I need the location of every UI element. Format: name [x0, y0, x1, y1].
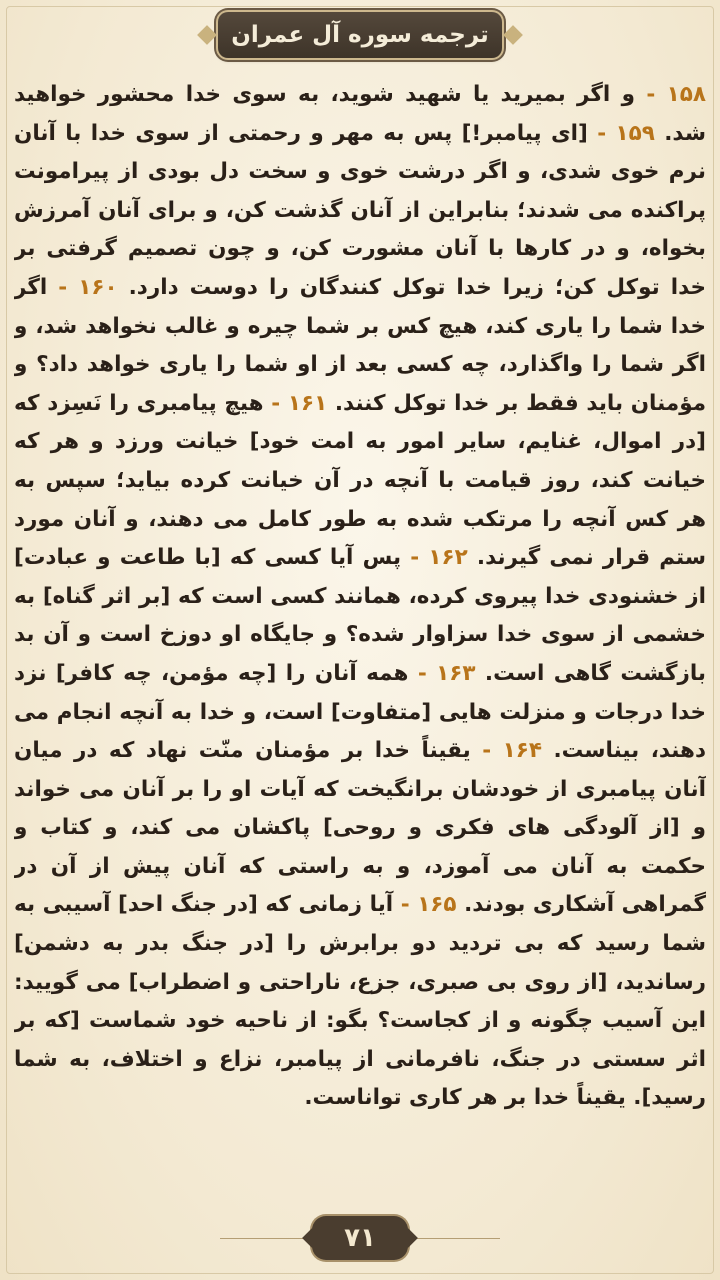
- verse-text: اگر خدا شما را یاری کند، هیچ کس بر شما چیره و غالب نخواهد شد، و اگر شما را واگذارد، چه کسی بعد از او شما را یاری خواهد داد؟ و مؤمنان باید فقط بر خدا توکل کنند.: [14, 274, 706, 416]
- translation-text: [14, 76, 706, 1206]
- surah-title-banner: [218, 12, 502, 58]
- verse-text: [ای پیامبر!] پس به مهر و رحمتی از سوی خدا با آنان نرم خوی شدی، و اگر درشت خوی و سخت دل بودی از پیرامونت پراکنده می شدند؛ بنابراین از آنان گذشت کن، و برای آنان آمرزش بخواه، و در کارها با آنان مشورت کن، و چون تصمیم گرفتی بر خدا توکل کن؛ زیرا خدا توکل کنندگان را دوست دارد.: [14, 120, 706, 300]
- footer-divider-left: [220, 1238, 310, 1239]
- verse-number: ۱۶۳ -: [417, 660, 476, 686]
- verse-text: هیچ پیامبری را نَسِزد که [در اموال، غنایم، سایر امور به امت خود] خیانت ورزد و هر که خیانت کند، روز قیامت با آنچه در آن خیانت کرده بیاید؛ سپس به هر کس آنچه را مرتکب شده به طور کامل می دهند، و آنان مورد ستم قرار نمی گیرند.: [14, 390, 706, 571]
- verse-number: ۱۶۰ -: [58, 274, 118, 300]
- verse-number: ۱۶۲ -: [410, 545, 468, 571]
- verse-number: ۱۶۴ -: [482, 738, 542, 764]
- verse-number: ۱۶۵ -: [400, 892, 457, 918]
- page-number-badge: [312, 1216, 408, 1260]
- verse-text: و اگر بمیرید یا شهید شوید، به سوی خدا محشور خواهید شد.: [14, 82, 706, 146]
- verse-text: یقیناً خدا بر مؤمنان منّت نهاد که در میان آنان پیامبری از خودشان برانگیخت که آیات او را بر آنان می خواند و [از آلودگی های فکری و روحی] پاکشان می کند، و کتاب و حکمت به آنان می آموزد، و به راستی که آنان پیش از آن در گمراهی آشکاری بودند.: [14, 738, 706, 918]
- footer-divider-right: [410, 1238, 500, 1239]
- verse-text: همه آنان را [چه مؤمن، چه کافر] نزد خدا درجات و منزلت هایی [متفاوت] است، و خدا به آنچه انجام می دهند، بیناست.: [14, 660, 706, 764]
- verse-number: ۱۵۸ -: [646, 82, 706, 107]
- page-number: ۷۱: [344, 1223, 376, 1253]
- verse-text: پس آیا کسی که [با طاعت و عبادت] از خشنودی خدا پیروی کرده، همانند کسی است که [بر اثر گناه] به خشمی از سوی خدا سزاوار شده؟ و جایگاه او دوزخ است و آن بد بازگشت گاهی است.: [14, 545, 706, 686]
- verse-number: ۱۶۱ -: [271, 390, 328, 416]
- verse-text: آیا زمانی که [در جنگ احد] آسیبی به شما رسید که بی تردید دو برابرش را [در جنگ بدر به دشمن] رساندید، [از روی بی صبری، جزع، ناراحتی و اضطراب] می گویید: این آسیب چگونه و از کجاست؟ بگو: از ناحیه خود شماست [که بر اثر سستی در جنگ، نافرمانی از پیامبر، نزاع و اختلاف، به شما رسید]. یقیناً خدا بر هر کاری تواناست.: [14, 892, 706, 1111]
- page-footer: [0, 1210, 720, 1266]
- page-title: ترجمه سوره آل عمران: [231, 22, 489, 48]
- verse-number: ۱۵۹ -: [597, 120, 655, 146]
